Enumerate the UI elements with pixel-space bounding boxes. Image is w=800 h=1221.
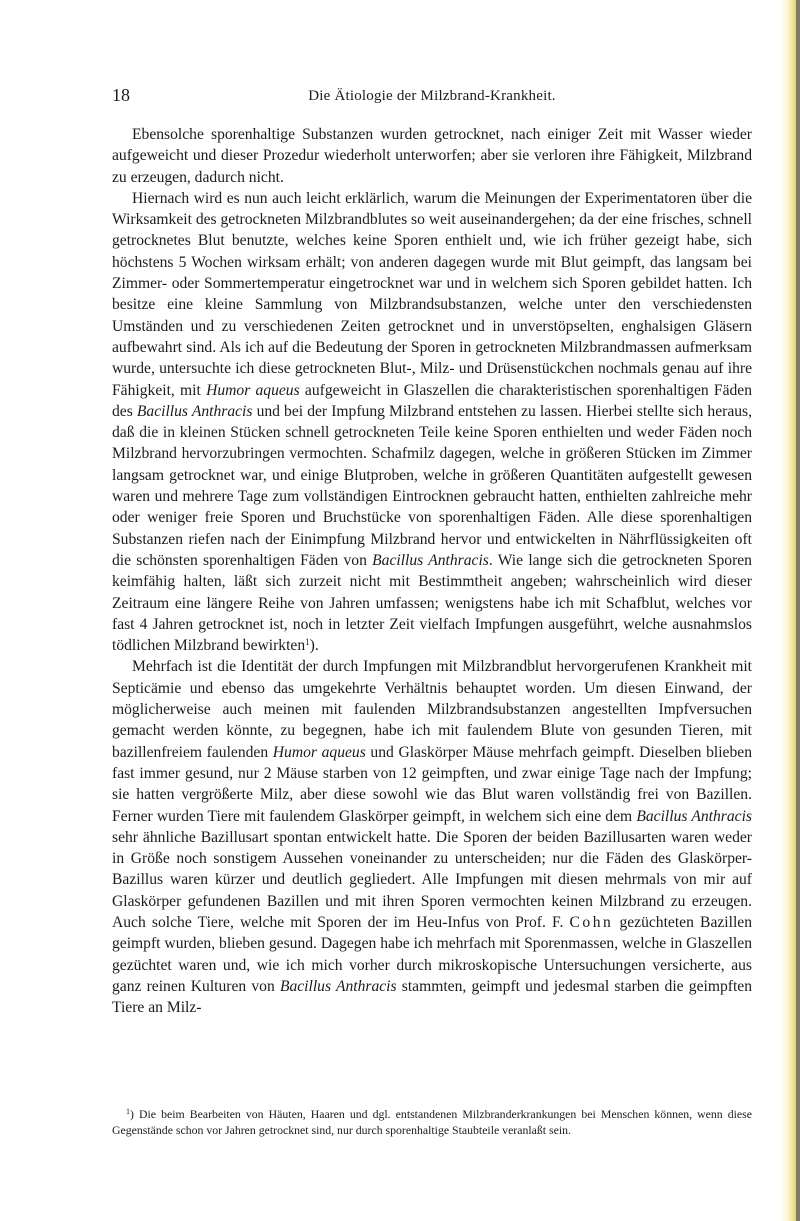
text-run: ). [309,637,319,655]
paragraph [112,124,752,188]
text-run: Bacillus Anthracis [279,977,397,995]
paragraph [112,656,752,1018]
text-run: Mehrfach ist die Identität der durch Impfungen mit Milzbrandblut hervorgerufenen Krankheit mit Septicämie und ebenso das umgekehrte Verhältnis behauptet worden. Um diesen Einwand, der möglicherweise auch meinen mit faulenden Milzbrandsubstanzen angestellten Impfversuchen gemacht werden könnte, zu begegnen, habe ich mit faulendem Blute von gesunden Tieren, mit bazillenfreiem faulenden [112,658,752,761]
page-edge-border [796,0,800,1221]
text-run: und Glaskörper Mäuse mehrfach geimpft. Dieselben blieben fast immer gesund, nur 2 Mäuse starben von 12 geimpften, und zwar einige Tage nach der Impfung; sie hatten vergrößerte Milz, aber diese sowohl wie das Blut waren vollständig frei von Bazillen. Ferner wurden Tiere mit faulendem Glaskörper geimpft, in welchem sich eine dem [112,743,752,825]
text-run: Humor aqueus [206,381,300,399]
text-run: Cohn [569,913,614,931]
text-run: und bei der Impfung Milzbrand entstehen zu lassen. Hierbei stellte sich heraus, daß die in kleinen Stücken schnell getrockneten Teile keine Sporen enthielten und weder Fäden noch Milzbrand hervorzubringen vermochten. Schafmilz dagegen, welche in größeren Stücken im Zimmer langsam getrocknet war, und einige Blutproben, welche in größeren Quantitäten aufgestellt gewesen waren und mehrere Tage zum vollständigen Eintrocknen gebraucht hatten, enthielten zahlreiche mehr oder weniger freie Sporen und Bruchstücke von sporenhaltigen Fäden. Alle diese sporenhaltigen Substanzen riefen nach der Einimpfung Milzbrand hervor und entwickelten in Nährflüssigkeiten oft die schönsten sporenhaltigen Fäden von [112,402,752,569]
text-run: gezüchteten Bazillen geimpft wurden, blieben gesund. Dagegen habe ich mehrfach mit Sporenmassen, welche in Glaszellen gezüchtet waren und, wie ich mich vorher durch mikroskopische Untersuchungen versicherte, aus ganz reinen Kulturen von [112,913,753,995]
footnote-ref: 1 [305,637,310,648]
text-run: Ebensolche sporenhaltige Substanzen wurden getrocknet, nach einiger Zeit mit Wasser wieder aufgeweicht und dieser Prozedur wiederholt unterworfen; aber sie verloren ihre Fähigkeit, Milzbrand zu erzeugen, dadurch nicht. [112,126,752,186]
body-text [112,124,752,1018]
text-run: . Wie lange sich die getrockneten Sporen keimfähig halten, läßt sich zurzeit nicht mit Bestimmtheit angeben; wahrscheinlich wird dieser Zeitraum eine längere Reihe von Jahren umfassen; wenigstens habe ich mit Schafblut, welches vor fast 4 Jahren getrocknet ist, noch in letzter Zeit vielfach Impfungen ausgeführt, welche ausnahmslos tödlichen Milzbrand bewirkten [112,551,752,655]
text-run: stammten, geimpft und jedesmal starben die geimpften Tiere an Milz- [112,977,752,1017]
footnote [112,1106,752,1138]
running-head: Die Ätiologie der Milzbrand-Krankheit. [308,88,556,104]
text-run: aufgeweicht in Glaszellen die charakteristischen sporenhaltigen Fäden des [112,381,753,420]
paragraph [112,188,752,657]
text-run: Hiernach wird es nun auch leicht erklärlich, warum die Meinungen der Experimentatoren über die Wirksamkeit des getrockneten Milzbrandblutes so weit auseinandergehen; da der eine frisches, schnell getrocknetes Blut benutzte, welches keine Sporen enthielt und, wie ich früher gezeigt habe, sich höchstens 5 Wochen wirksam erhält; von anderen dagegen wurde mit Blut geimpft, das langsam bei Zimmer- oder Sommertemperatur eingetrocknet war und in welchem sich Sporen gebildet hatten. Ich besitze eine kleine Sammlung von Milzbrandsubstanzen, welche unter den verschiedensten Umständen und zu verschiedenen Zeiten getrocknet und in unverstöpselten, enghalsigen Gläsern aufbewahrt sind. Als ich auf die Bedeutung der Sporen in getrockneten Milzbrandmassen aufmerksam wurde, untersuchte ich diese getrockneten Blut-, Milz- und Drüsenstückchen nochmals genau auf ihre Fähigkeit, mit [112,189,752,399]
text-run: Bacillus Anthracis [372,551,489,569]
footnote-marker: 1 [126,1107,130,1116]
page-header [112,85,752,109]
page-number: 18 [112,85,130,105]
text-run: Bacillus Anthracis [136,402,253,420]
text-run: sehr ähnliche Bazillusart spontan entwickelt hatte. Die Sporen der beiden Bazillusarten waren weder in Größe noch sonstigem Aussehen voneinander zu unterscheiden; nur die Fäden des Glaskörper-Bazillus waren kürzer und deutlich gegliedert. Alle Impfungen mit diesen mehrmals von mir auf Glaskörper gefundenen Bazillen und mit ihren Sporen vermochten keinen Milzbrand zu erzeugen. Auch solche Tiere, welche mit Sporen der im Heu-Infus von Prof. F. [112,828,752,931]
text-run: Bacillus Anthracis [636,807,752,825]
footnote-text: ) Die beim Bearbeiten von Häuten, Haaren und dgl. entstandenen Milzbranderkrankungen bei Menschen können, wenn diese Gegenstände schon vor Jahren getrocknet sind, nur durch sporenhaltige Staubteile veranlaßt sein. [112,1107,752,1138]
text-run: Humor aqueus [272,743,366,761]
